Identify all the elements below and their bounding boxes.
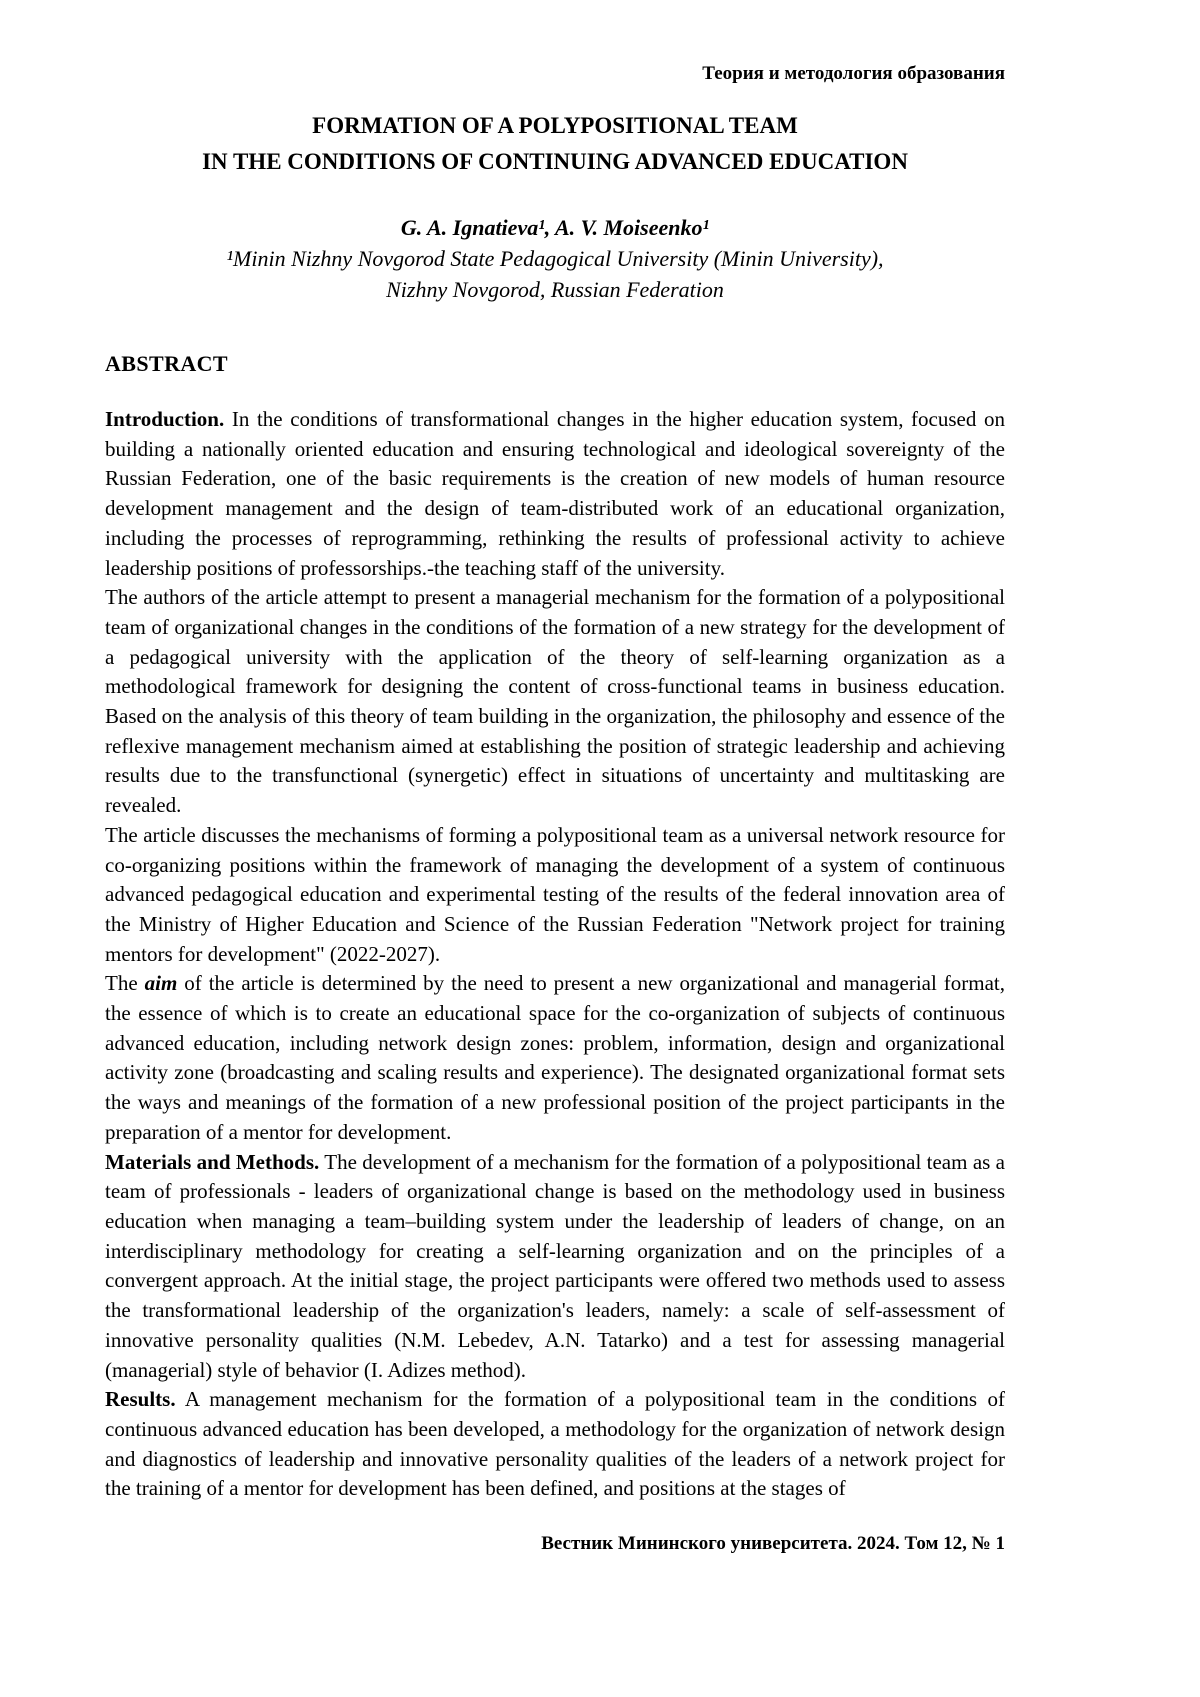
abstract-text: In the conditions of transformational changes in the higher education system, focused on building a nationally oriented education and ensuring technological and ideological sovereignty of the Russian Federation, one of the basic requirements is the creation of new models of human resource development management and the design of team-distributed work of an educational organization, including the processes of reprogramming, rethinking the results of professional activity to achieve leadership positions of professorships.-the teaching staff of the university. [105,407,1005,580]
running-head: Теория и методология образования [702,63,1005,84]
abstract-paragraph [105,1148,1005,1386]
article-title-line-1: FORMATION OF A POLYPOSITIONAL TEAM [312,113,798,138]
abstract-paragraphs [105,405,1005,1504]
affiliation-block [105,243,1005,305]
affiliation-line-2: Nizhny Novgorod, Russian Federation [386,277,724,302]
abstract-lead-label: aim [144,971,178,996]
abstract-text: A management mechanism for the formation of a polypositional team in the conditions of continuous advanced education has been developed, a methodology for the organization of network design and diagnostics of leadership and innovative personality qualities of the leaders of a network project for the training of a mentor for development has been defined, and positions at the stages of [105,1387,1005,1501]
abstract-lead-label: Results. [105,1387,176,1412]
abstract-paragraph [105,821,1005,970]
authors-line: G. A. Ignatieva¹, A. V. Moiseenko¹ [400,215,710,240]
abstract-paragraph [105,405,1005,583]
abstract-text: The development of a mechanism for the formation of a polypositional team as a team of professionals - leaders of organizational change is based on the methodology used in business education when managing a team–building system under the leadership of leaders of change, on an interdisciplinary methodology for creating a self-learning organization and on the principles of a convergent approach. At the initial stage, the project participants were offered two methods used to assess the transformational leadership of the organization's leaders, namely: a scale of self-assessment of innovative personality qualities (N.M. Lebedev, A.N. Tatarko) and a test for assessing managerial (managerial) style of behavior (I. Adizes method). [105,1149,1005,1382]
article-title-line-2: IN THE CONDITIONS OF CONTINUING ADVANCED EDUCATION [202,149,908,174]
abstract-paragraph [105,583,1005,821]
article-title [105,108,1005,180]
abstract-text: The authors of the article attempt to present a managerial mechanism for the formation of a polypositional team of organizational changes in the conditions of the formation of a new strategy for the development of a pedagogical university with the application of the theory of self-learning organization as a methodological framework for designing the content of cross-functional teams in business education. Based on the analysis of this theory of team building in the organization, the philosophy and essence of the reflexive management mechanism aimed at establishing the position of strategic leadership and achieving results due to the transfunctional (synergetic) effect in situations of uncertainty and multitasking are revealed. [105,585,1005,818]
abstract-lead-label: Materials and Methods. [105,1149,320,1174]
abstract-text: The article discusses the mechanisms of forming a polypositional team as a universal network resource for co-organizing positions within the framework of managing the development of a system of continuous advanced pedagogical education and experimental testing of the results of the federal innovation area of the Ministry of Higher Education and Science of the Russian Federation "Network project for training mentors for development" (2022-2027). [105,822,1005,966]
abstract-text: The [105,971,145,996]
abstract-paragraph [105,1385,1005,1504]
abstract-lead-label: Introduction. [105,407,225,431]
abstract-paragraph [105,969,1005,1147]
abstract-text: of the article is determined by the need to present a new organizational and managerial format, the essence of which is to create an educational space for the co-organization of subjects of continuous advanced education, including network design zones: problem, information, design and organizational activity zone (broadcasting and scaling results and experience). The designated organizational format sets the ways and meanings of the formation of a new professional position of the project participants in the preparation of a mentor for development. [105,971,1005,1144]
paper-page [105,0,1005,1697]
journal-footer: Вестник Мининского университета. 2024. Том 12, № 1 [541,1533,1005,1554]
affiliation-line-1: ¹Minin Nizhny Novgorod State Pedagogical University (Minin University), [226,246,884,271]
abstract-heading: ABSTRACT [105,351,229,376]
